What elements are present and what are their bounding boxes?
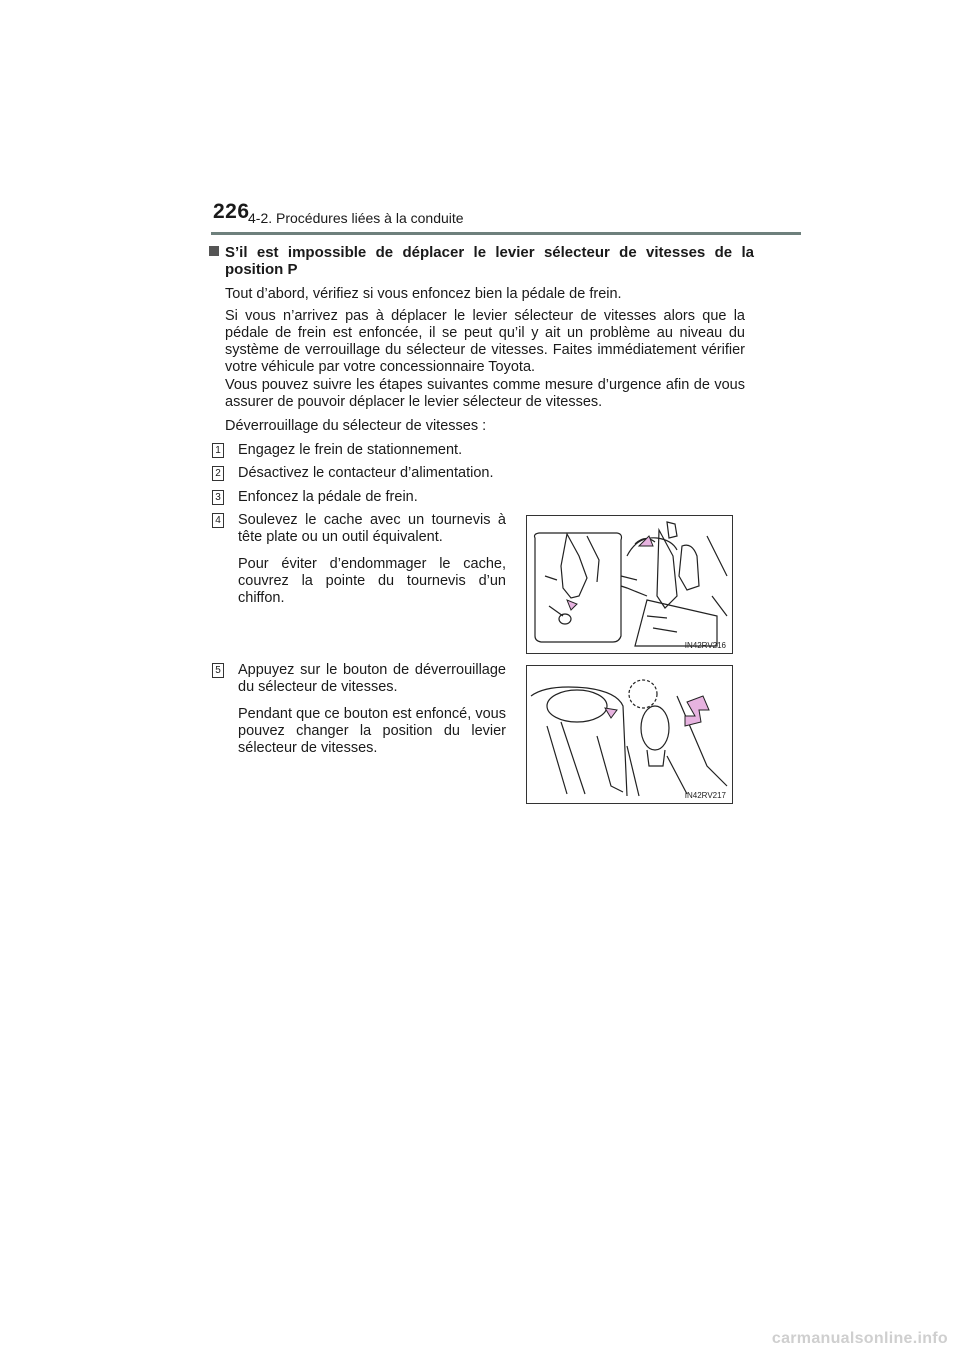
step-note: Pour éviter d’endommager le cache, couvrez la pointe du tournevis d’un chiffon. bbox=[238, 556, 506, 606]
figure-release-button bbox=[526, 665, 733, 804]
header-rule bbox=[211, 232, 801, 235]
shift-cover-illustration bbox=[527, 516, 732, 653]
step-number-badge: 4 bbox=[212, 513, 224, 528]
paragraph-3: Vous pouvez suivre les étapes suivantes comme mesure d’urgence afin de vous assurer de pouvoir déplacer le levier sélecteur de vitesses. bbox=[225, 377, 745, 410]
heading-text: S’il est impossible de déplacer le levier sélecteur de vitesses de la position P bbox=[225, 244, 754, 278]
step-text: Appuyez sur le bouton de déverrouillage du sélecteur de vitesses. bbox=[238, 662, 506, 695]
step-text: Soulevez le cache avec un tournevis à tête plate ou un outil équivalent. bbox=[238, 512, 506, 545]
page-number: 226 bbox=[213, 200, 250, 223]
section-title: 4-2. Procédures liées à la conduite bbox=[248, 210, 464, 226]
step-number-badge: 1 bbox=[212, 443, 224, 458]
figure-screwdriver-cover bbox=[526, 515, 733, 654]
shift-release-illustration bbox=[527, 666, 732, 803]
paragraph-4: Déverrouillage du sélecteur de vitesses : bbox=[225, 418, 487, 434]
step-number-badge: 5 bbox=[212, 663, 224, 678]
watermark: carmanualsonline.info bbox=[771, 1330, 948, 1347]
step-number-badge: 2 bbox=[212, 466, 224, 481]
step-note: Pendant que ce bouton est enfoncé, vous pouvez changer la position du levier sélecteur de vitesses. bbox=[238, 706, 506, 756]
step-number-badge: 3 bbox=[212, 490, 224, 505]
step-text: Désactivez le contacteur d’alimentation. bbox=[238, 465, 494, 481]
square-bullet-icon bbox=[209, 246, 219, 256]
step-text: Enfoncez la pédale de frein. bbox=[238, 489, 418, 505]
paragraph-1: Tout d’abord, vérifiez si vous enfoncez bien la pédale de frein. bbox=[225, 286, 622, 302]
step-text: Engagez le frein de stationnement. bbox=[238, 442, 463, 458]
figure-code: IN42RV217 bbox=[684, 791, 726, 800]
paragraph-2: Si vous n’arrivez pas à déplacer le levier sélecteur de vitesses alors que la pédale de frein est enfoncée, il se peut qu’il y ait un problème au niveau du système de verrouillage du sélecteur de vitesses. Faites immédiatement vérifier votre véhicule par votre concessionnaire Toyota. bbox=[225, 308, 745, 375]
subsection-heading bbox=[209, 244, 754, 278]
figure-code: IN42RV216 bbox=[684, 641, 726, 650]
